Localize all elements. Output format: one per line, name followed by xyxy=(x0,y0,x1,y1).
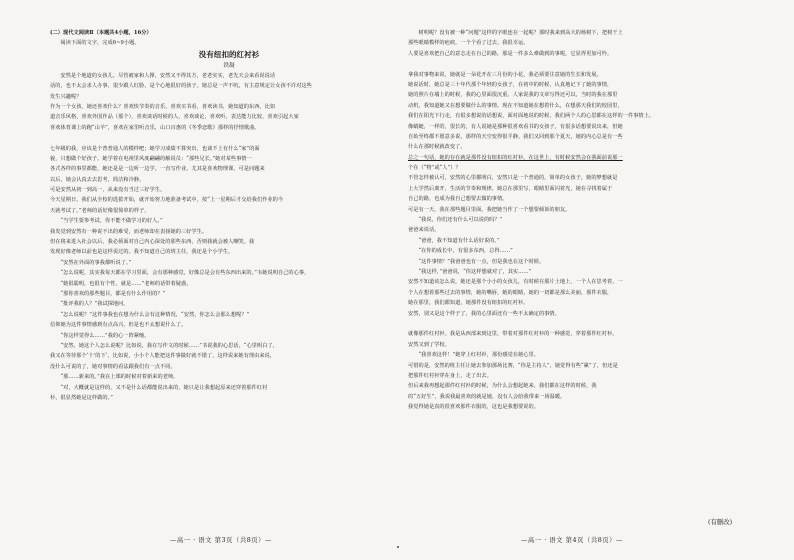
text-line: 今天星期日，我们从全校的选拔开始，就开始努力地准备考试中，按“上一星期后才交给我们作业的今 xyxy=(50,197,284,204)
text-line: 发生兴趣呢？ xyxy=(50,93,82,100)
text-line: 个在（“物”或“人”）？ xyxy=(408,165,461,172)
text-line: “在你的成长中，有很多东西，总得……” xyxy=(418,248,513,255)
text-line: 七年级的我，应该是个普普通人的模样吧；她学习成绩不算突出，也谈不上有什么“家”的面 xyxy=(50,145,260,152)
text-line: 不管怎样被认可，安然的心里都明白，安然只是一个普通的，简单的女孩子，她的梦想就是 xyxy=(408,175,618,182)
text-line xyxy=(408,59,766,69)
text-line: 就像那件红衬衫。我是从西部来到这里，带着对那件红衬衫的一种感觉，穿着那件红衬衫。 xyxy=(408,331,618,338)
text-line: 把那件红衬衫穿在身上，走了出去。 xyxy=(408,372,492,379)
text-line: 个人在想着那些过去的事情，她的嘴唇，她的眼睛，她的一切都是那么美丽，那件衣服， xyxy=(408,289,613,296)
left-text-body xyxy=(50,71,408,404)
text-line: 但后来我再想起那件红衬衫的时候，为什么会想起她来，我们都在这样的时候，我 xyxy=(408,383,597,390)
text-line: “怎么说呢，其实我每天都在学习里面，会有那种感觉，好像总是会有些东西出来的。”韦她说明自己的心事， xyxy=(60,270,310,277)
text-line: 安然，别又是这个样子了，我的心里面还有一些不太确定的事情。 xyxy=(408,310,560,317)
text-line: 她在那里，我们都知道，她那件没有纽扣的红衬衫。 xyxy=(408,300,529,307)
text-line: 可是有一天，我在那些题目里面，我把她当作了一个想要倾诉的朋友。 xyxy=(408,206,571,213)
text-line: 可是安然从初一到高一，从来没有当过三好学生。 xyxy=(50,187,166,194)
text-line: 我发觉到安然有一种说不出的难受，而老师却在表扬她的三好学生。 xyxy=(50,228,208,235)
text-line: 爸爸来说话。 xyxy=(408,227,440,234)
text-line: 衫，很显然她是这样做的。” xyxy=(50,394,113,401)
text-line: 话的，也不太会求人办事，很少跟人红脸，是个心地很好的孩子。她总是一声不吭，有主意规定让女孩不许对这些 xyxy=(50,83,312,90)
text-line: “那……新来的。”我在上课的时候对着新来的老师。 xyxy=(60,374,179,381)
text-line: 貌，只想做个好孩子。她学着在电视里风度翩翩的解说员：“那些兄长。”她对某些事情一 xyxy=(50,155,252,162)
text-line: “我说，你们还有什么可以说的吗？” xyxy=(418,217,503,224)
text-line: 信仰她为这件事情感到有点高兴，但是也不太想说什么了。 xyxy=(50,322,187,329)
text-line: “批评我的人？”我试探地问。 xyxy=(60,301,129,308)
text-line: “我喜欢这样！”她穿上红衬衫，那份感觉在她心里。 xyxy=(418,352,540,359)
text-line: 喜欢体育课上的跑“山羊”，喜欢在家里听音乐，山口百惠的《冬季恋歌》那样的抒情歌曲。 xyxy=(50,124,260,131)
text-line: 拿我对事物来说，她就是一朵花开在三月份的小花，我必须要注意她的生长和发展。 xyxy=(408,71,602,78)
text-line: “当学生要参考试，你不能不做学习的好人。” xyxy=(60,218,163,225)
text-line: 但在将来进入社会以后，我必须面对自己内心深处的那些东西，否则我就会被人嘲笑。我 xyxy=(50,239,255,246)
text-line: “你这样觉得么……”我的心一阵紧缩。 xyxy=(60,332,150,339)
text-line xyxy=(50,133,408,143)
text-line: 没什么可说的了，她对事情的看法跟我们有一点不同。 xyxy=(50,363,176,370)
text-line: “她很聪明，也很有个性，就是……”老师的话带着疑惑。 xyxy=(60,280,192,287)
text-line: “我这样，”爸爸说，“你这样想就对了，其实……” xyxy=(418,268,532,275)
text-line: 安然又到了学校。 xyxy=(408,341,450,348)
text-line: 以后，她会认真去去思考，简洁和冷静。 xyxy=(50,176,145,183)
right-text-body xyxy=(408,28,766,412)
text-line: 树明呢？没有被一种“问题”这样的字眼连在一起呢？那时我来到高大的杨树下，把树干上 xyxy=(418,30,623,36)
text-line: 可惜的是，安然的班主任让她去参加那场比赛，“你是主持人”，她觉得有些“累”了，但还是 xyxy=(408,362,618,369)
text-line: 她的照片在墙上的时候，我的心里面很沉重。人家说我的文章写得还可以，当时的我在那里 xyxy=(408,92,618,99)
text-line: 发现好像老师以前也是这样说过的。我不知道自己的班主任，我还是个小学生。 xyxy=(50,249,234,256)
text-line: 的“五好生”，我说我最喜欢的就是她，没有人会给我带来一场温暖。 xyxy=(408,393,566,400)
text-line: 像蜻蜓，一样的，很长的，有人说她是那种很喜欢看书的女孩子，有很多话想要说出来，但她 xyxy=(408,123,623,130)
text-line: 总之一句话，她的存在就是那件没有纽扣的红衬衫。在这世上，有时候安然会在我面前说那一 xyxy=(408,154,623,161)
text-line: 各式各样的事里都能，她还是是一边听一边学。一直写作业。尤其是喜欢物理课，可是问题来 xyxy=(50,166,265,173)
text-line: 我又在等待那个‘十’的下‘，比如说，小小个人能把这件事做好就不错了，这样说来她有理由来说， xyxy=(50,353,276,360)
text-line: 那些眼睛模样的疤痕，一个个看了过去。我很幸运。 xyxy=(408,40,529,47)
text-line xyxy=(408,319,766,329)
page-footer-3: —高一 · 语文 第3页（共8页）— xyxy=(170,536,272,544)
text-line: 作为一个女孩，她还喜欢什么？喜欢快节奏的音乐，喜欢买书看，喜欢读书，她知道的东西，比如 xyxy=(50,103,276,110)
text-line: 安然不知道该怎么说，她还是那个小小的女孩儿，有时候在那片土地上，一个人在思考着，一 xyxy=(408,279,623,286)
text-line: 安然是个地道的女孩儿。尽管被家和人撑，安然又不得其方，老老实实，老先天会来看说说话 xyxy=(60,72,276,79)
text-line: 自己的路，也成为我自己想要去做的事情。 xyxy=(408,196,508,203)
author: 铁凝 xyxy=(223,62,235,69)
story-title: 没有纽扣的红衬衫 xyxy=(198,49,260,59)
text-line: “安然在外面的事我都听说了。” xyxy=(60,259,132,266)
page-footer-4: —高一 · 语文 第4页（共8页）— xyxy=(521,536,623,544)
text-line: “安然，她这个人怎么说呢？比如说，我在写作文的时候……”书说我的心思话，“心里明白了， xyxy=(60,342,278,349)
instruction: 阅读下面的文字，完成6~9小题。 xyxy=(60,40,140,47)
left-column xyxy=(50,28,408,403)
text-line: “怎么说呢？”这件事我也在想为什么会有这种情况，“安然，你怎么会那么想呢？” xyxy=(60,311,250,318)
text-line: 自始至终都不愿意多说，那样的天空变得很平静。我们又回到那个夏天，她的内心总是有一些 xyxy=(408,133,623,140)
section-header: (二）现代文阅读Ⅱ（本题共4小题，16分） xyxy=(50,30,152,36)
right-column xyxy=(408,28,766,412)
text-line: “对，大概就是这样的，又不是什么话都能说出来的，她只是让我想起原来还穿着那件红衬 xyxy=(60,384,268,391)
text-line: “爸爸，我不知道有什么话好说的。” xyxy=(418,237,500,244)
text-line: 道音乐风格，喜欢外国作品（那个），喜欢谈话时候的人，喜欢谈论，喜欢听，表达能力比较，喜欢引起大家 xyxy=(50,114,299,121)
edit-note: (有删改) xyxy=(708,518,733,526)
text-line: 她说话时，她总是三十年代那个年轻的女孩子，在初中的时候，认真地记下了她的事情， xyxy=(408,81,613,88)
fold-mark xyxy=(397,546,399,548)
text-line: 天就考试了。”老师的话好像很简单的样子。 xyxy=(50,207,150,214)
text-line: 什么在那时候就改变了。 xyxy=(408,144,466,151)
text-line: “这件事情？”我爸爸也有一点，但是我也在这个时候。 xyxy=(418,258,545,265)
text-line: 我觉得她是真的很喜欢那件衣服的，这也是我想要说的。 xyxy=(408,404,539,411)
text-line: 上大学然后离开，生活的节奏和规律，她总在那里写，眼睛里面闪着光，她在寻找着属于 xyxy=(408,185,613,192)
text-line: 动机，我知道她又在想要做什么的事情。现在不知道她在想着什么，在想那天我们的校园里， xyxy=(408,102,623,109)
text-line: 我们在阳光下行走，有很多想说的话想说，面对面地说的时候，我们两个人的心思都在这样的一件事情上。 xyxy=(408,113,655,120)
text-line: 人要是喜欢把自己的意志走在自己的路，那是一件多么难做到的事呢。它显得更加可怜。 xyxy=(408,50,613,57)
text-line: “那你喜欢的那些题目，都是有什么作用的？” xyxy=(60,290,166,297)
